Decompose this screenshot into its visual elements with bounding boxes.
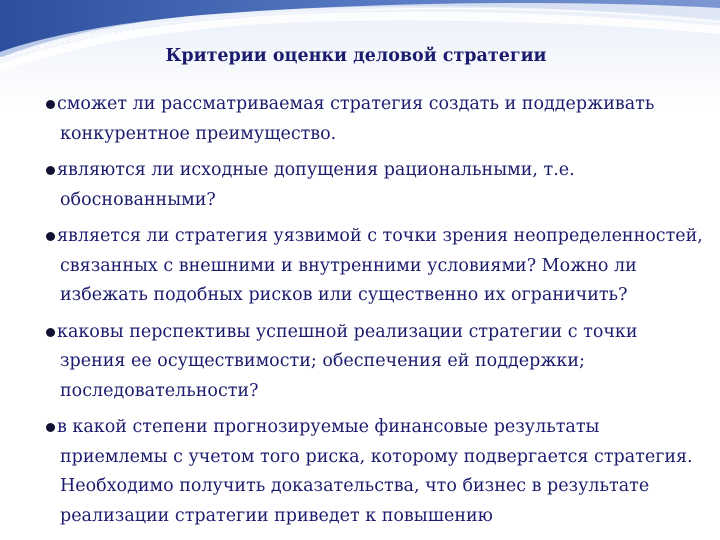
bullet-dot-icon	[46, 423, 55, 432]
bullet-dot-icon	[46, 232, 55, 241]
list-item	[18, 222, 708, 311]
bullet-dot-icon	[46, 328, 55, 337]
list-item	[18, 90, 708, 149]
bullet-dot-icon	[46, 166, 55, 175]
list-item-text: являются ли исходные допущения рациональными, т.е. обоснованными?	[57, 160, 575, 210]
list-item-text: является ли стратегия уязвимой с точки зрения неопределенностей, связанных с внешними и внутренними условиями? Можно ли избежать подобных рисков или существенно их ограничить?	[57, 226, 703, 305]
list-item-text: в какой степени прогнозируемые финансовые результаты приемлемы с учетом того риска, которому подвергается стратегия. Необходимо получить доказательства, что бизнес в результате реализации стратегии приведет к повышению	[57, 417, 693, 526]
criteria-list	[18, 90, 708, 538]
list-item	[18, 413, 708, 531]
list-item	[18, 156, 708, 215]
list-item-text: сможет ли рассматриваемая стратегия создать и поддерживать конкурентное преимущество.	[57, 94, 655, 144]
list-item	[18, 318, 708, 407]
list-item-text: каковы перспективы успешной реализации стратегии с точки зрения ее осуществимости; обеспечения ей поддержки; последовательности?	[57, 321, 638, 401]
bullet-dot-icon	[46, 100, 55, 109]
slide-title: Критерии оценки деловой стратегии	[165, 46, 547, 66]
